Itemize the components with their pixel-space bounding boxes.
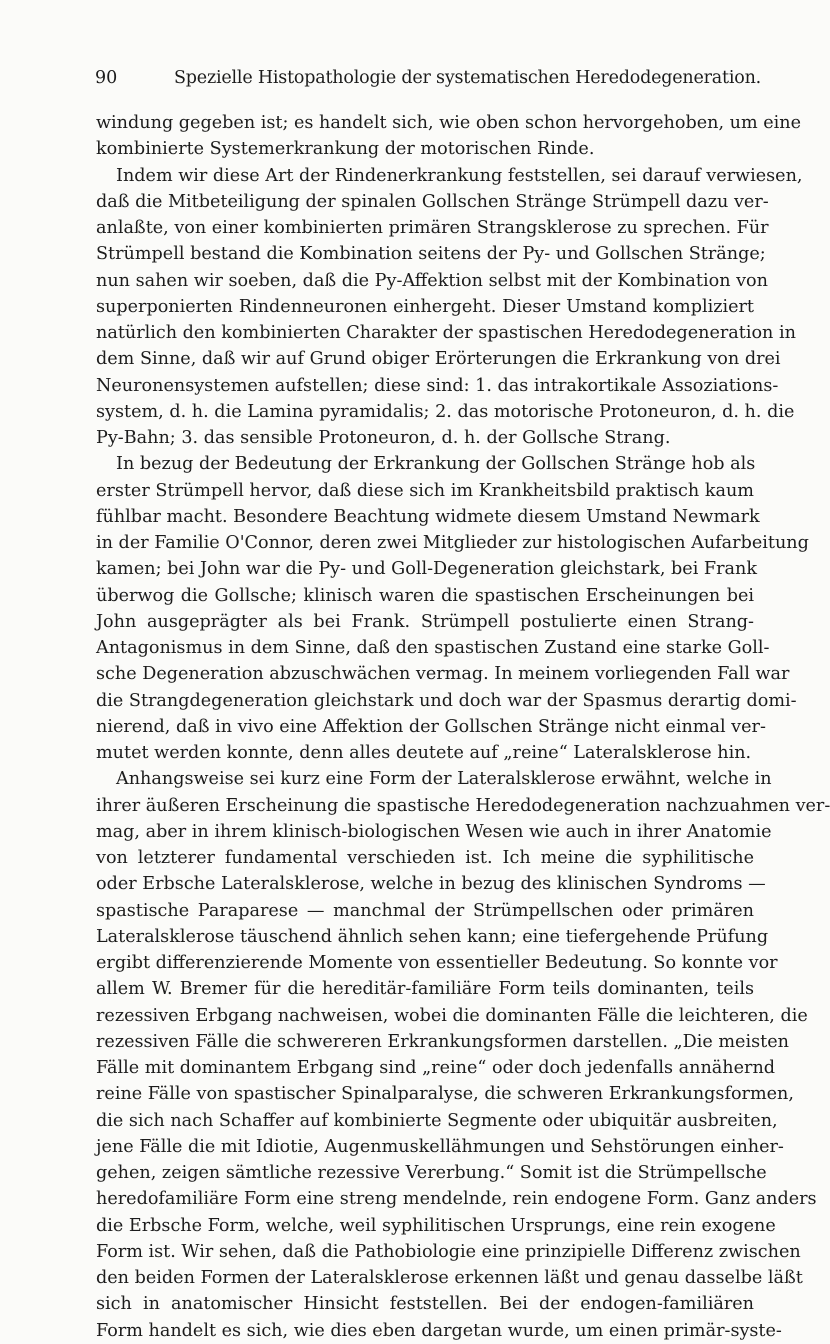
text-line: überwog die Gollsche; klinisch waren die spastischen Erscheinungen bei <box>96 585 754 606</box>
text-line: natürlich den kombinierten Charakter der spastischen Heredodegeneration in <box>96 323 796 343</box>
text-line: mag, aber in ihrem klinisch-biologischen Wesen wie auch in ihrer Anatomie <box>96 821 772 842</box>
body-text <box>96 110 830 1344</box>
text-line: kamen; bei John war die Py- und Goll-Degeneration gleichstark, bei Frank <box>96 559 758 580</box>
text-line: spastische Paraparese — manchmal der Strümpellschen oder primären <box>96 900 754 921</box>
text-line: erster Strümpell hervor, daß diese sich im Krankheitsbild praktisch kaum <box>96 480 754 501</box>
text-line: windung gegeben ist; es handelt sich, wie oben schon hervorgehoben, um eine <box>96 113 802 133</box>
text-line: Antagonismus in dem Sinne, daß den spastischen Zustand eine starke Goll- <box>96 638 770 658</box>
text-line: rezessiven Erbgang nachweisen, wobei die dominanten Fälle die leichteren, die <box>96 1005 808 1026</box>
text-line: In bezug der Bedeutung der Erkrankung der Gollschen Stränge hob als <box>116 454 756 475</box>
text-line: Anhangsweise sei kurz eine Form der Lateralsklerose erwähnt, welche in <box>116 769 772 790</box>
text-line: die sich nach Schaffer auf kombinierte Segmente oder ubiquitär ausbreiten, <box>96 1110 778 1131</box>
text-line: gehen, zeigen sämtliche rezessive Vererbung.“ Somit ist die Strümpellsche <box>96 1163 767 1183</box>
text-line: sich in anatomischer Hinsicht feststellen. Bei der endogen-familiären <box>96 1294 754 1315</box>
text-line: superponierten Rindenneuronen einhergeht. Dieser Umstand kompliziert <box>96 296 754 317</box>
text-line: nun sahen wir soeben, daß die Py-Affektion selbst mit der Kombination von <box>96 270 768 291</box>
running-title: Spezielle Histopathologie der systematischen Heredodegeneration. <box>174 68 762 88</box>
text-line: mutet werden konnte, denn alles deutete auf „reine“ Lateralsklerose hin. <box>96 743 752 763</box>
text-line: dem Sinne, daß wir auf Grund obiger Erörterungen die Erkrankung von drei <box>96 349 781 370</box>
text-line: Lateralsklerose täuschend ähnlich sehen kann; eine tiefergehende Prüfung <box>96 926 769 947</box>
text-line: Py-Bahn; 3. das sensible Protoneuron, d. h. der Gollsche Strang. <box>96 428 671 448</box>
text-line: John ausgeprägter als bei Frank. Strümpell postulierte einen Strang- <box>96 611 754 632</box>
text-line: allem W. Bremer für die hereditär-familiäre Form teils dominanten, teils <box>96 979 754 1000</box>
text-line: Indem wir diese Art der Rindenerkrankung feststellen, sei darauf verwiesen, <box>116 165 803 186</box>
text-line: Fälle mit dominantem Erbgang sind „reine“ oder doch jedenfalls annähernd <box>96 1058 776 1078</box>
text-line: den beiden Formen der Lateralsklerose erkennen läßt und genau dasselbe läßt <box>96 1268 803 1288</box>
text-line: Strümpell bestand die Kombination seitens der Py- und Gollschen Stränge; <box>96 244 766 265</box>
text-line: anlaßte, von einer kombinierten primären Strangsklerose zu sprechen. Für <box>96 218 769 238</box>
text-line: fühlbar macht. Besondere Beachtung widmete diesem Umstand Newmark <box>96 506 760 527</box>
page-number: 90 <box>95 68 118 88</box>
text-line: heredofamiliäre Form eine streng mendelnde, rein endogene Form. Ganz anders <box>96 1189 817 1210</box>
text-line: nierend, daß in vivo eine Affektion der Gollschen Stränge nicht einmal ver- <box>96 716 766 737</box>
text-line: sche Degeneration abzuschwächen vermag. In meinem vorliegenden Fall war <box>96 664 790 685</box>
text-line: die Erbsche Form, welche, weil syphilitischen Ursprungs, eine rein exogene <box>96 1215 776 1236</box>
text-line: daß die Mitbeteiligung der spinalen Gollschen Stränge Strümpell dazu ver- <box>96 191 769 212</box>
text-line: die Strangdegeneration gleichstark und doch war der Spasmus derartig domi- <box>96 690 797 711</box>
text-line: ihrer äußeren Erscheinung die spastische Heredodegeneration nachzuahmen ver- <box>96 795 830 816</box>
text-line: in der Familie O'Connor, deren zwei Mitglieder zur histologischen Aufarbeitung <box>96 533 809 553</box>
text-line: kombinierte Systemerkrankung der motorischen Rinde. <box>96 139 595 160</box>
text-line: Neuronensystemen aufstellen; diese sind: 1. das intrakortikale Assoziations- <box>96 375 779 396</box>
text-line: ergibt differenzierende Momente von essentieller Bedeutung. So konnte vor <box>96 953 778 973</box>
text-line: system, d. h. die Lamina pyramidalis; 2. das motorische Protoneuron, d. h. die <box>96 401 795 422</box>
text-line: rezessiven Fälle die schwereren Erkrankungsformen darstellen. „Die meisten <box>96 1031 789 1052</box>
text-line: oder Erbsche Lateralsklerose, welche in bezug des klinischen Syndroms — <box>96 874 766 895</box>
text-line: Form handelt es sich, wie dies eben dargetan wurde, um einen primär-syste- <box>96 1320 782 1341</box>
text-line: von letzterer fundamental verschieden ist. Ich meine die syphilitische <box>96 848 754 868</box>
text-line: reine Fälle von spastischer Spinalparalyse, die schweren Erkrankungsformen, <box>96 1084 794 1105</box>
text-line: Form ist. Wir sehen, daß die Pathobiologie eine prinzipielle Differenz zwischen <box>96 1241 801 1262</box>
text-line: jene Fälle die mit Idiotie, Augenmuskellähmungen und Sehstörungen einher- <box>96 1136 784 1157</box>
